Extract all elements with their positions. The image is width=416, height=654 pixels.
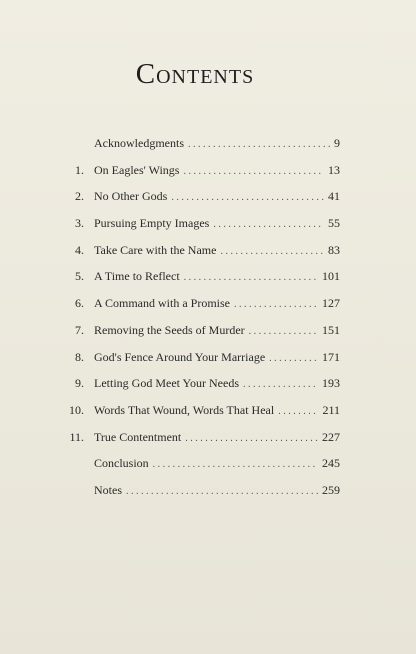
toc-entry-number: 3. <box>75 216 84 231</box>
toc-entry-title: True Contentment <box>94 429 182 444</box>
toc-entry <box>58 376 340 403</box>
leader-dots <box>278 406 318 417</box>
toc-entry <box>58 296 340 323</box>
leader-dots <box>213 219 324 230</box>
leader-dots <box>188 139 330 150</box>
toc-entry-title: Pursuing Empty Images <box>94 216 210 231</box>
leader-dots <box>249 326 318 337</box>
toc-entry-number: 5. <box>75 269 84 284</box>
leader-dots <box>243 379 318 390</box>
toc-entry-title: A Command with a Promise <box>94 296 230 311</box>
toc-entry-page: 9 <box>334 136 340 150</box>
toc-entry-page: 151 <box>322 322 340 337</box>
toc-entry <box>58 430 340 457</box>
toc-entry <box>58 136 340 163</box>
toc-entry-page: 13 <box>328 162 340 177</box>
toc-entry <box>58 350 340 377</box>
toc-entry-number: 8. <box>75 349 84 364</box>
toc-entry-page: 83 <box>328 242 340 257</box>
toc-entry-page: 55 <box>328 216 340 231</box>
toc-entry <box>58 323 340 350</box>
leader-dots <box>269 353 318 364</box>
toc-entry-page: 211 <box>322 402 340 417</box>
toc-entry-page: 227 <box>322 429 340 444</box>
leader-dots <box>185 433 318 444</box>
toc-entry-title: Removing the Seeds of Murder <box>94 322 245 337</box>
toc-entry-number: 10. <box>69 402 84 417</box>
toc-entry-page: 245 <box>322 456 340 471</box>
toc-entry-title: On Eagles' Wings <box>94 162 180 177</box>
toc-entry-title: Conclusion <box>94 456 149 471</box>
toc-entry-title: Letting God Meet Your Needs <box>94 376 239 391</box>
toc-entry <box>58 483 340 510</box>
leader-dots <box>234 299 318 310</box>
toc-entry-page: 101 <box>322 269 340 284</box>
toc-entry <box>58 163 340 190</box>
toc-entry-page: 127 <box>322 296 340 311</box>
toc-entry <box>58 403 340 430</box>
page-title: Contents <box>135 58 255 90</box>
toc-entry-number: 1. <box>75 162 84 177</box>
toc-entry <box>58 243 340 270</box>
toc-entry-page: 259 <box>322 482 340 497</box>
table-of-contents <box>58 136 340 510</box>
toc-entry-number: 2. <box>75 189 84 204</box>
toc-entry-page: 193 <box>322 376 340 391</box>
toc-entry <box>58 269 340 296</box>
leader-dots <box>126 486 318 497</box>
toc-entry-title: A Time to Reflect <box>94 269 180 284</box>
toc-entry <box>58 189 340 216</box>
leader-dots <box>184 272 318 283</box>
toc-entry-page: 171 <box>322 349 340 364</box>
toc-entry <box>58 456 340 483</box>
toc-entry-title: Words That Wound, Words That Heal <box>94 402 275 417</box>
leader-dots <box>171 192 324 203</box>
leader-dots <box>153 459 318 470</box>
toc-entry <box>58 216 340 243</box>
toc-entry-number: 11. <box>69 429 84 444</box>
leader-dots <box>220 246 324 257</box>
toc-entry-title: God's Fence Around Your Marriage <box>94 349 266 364</box>
toc-entry-page: 41 <box>328 189 340 204</box>
toc-entry-title: Take Care with the Name <box>94 242 217 257</box>
toc-entry-title: Acknowledgments <box>94 136 184 150</box>
leader-dots <box>183 166 324 177</box>
toc-entry-title: Notes <box>94 482 122 497</box>
toc-entry-number: 4. <box>75 242 84 257</box>
toc-entry-number: 6. <box>75 296 84 311</box>
toc-entry-title: No Other Gods <box>94 189 168 204</box>
toc-entry-number: 7. <box>75 322 84 337</box>
toc-entry-number: 9. <box>75 376 84 391</box>
